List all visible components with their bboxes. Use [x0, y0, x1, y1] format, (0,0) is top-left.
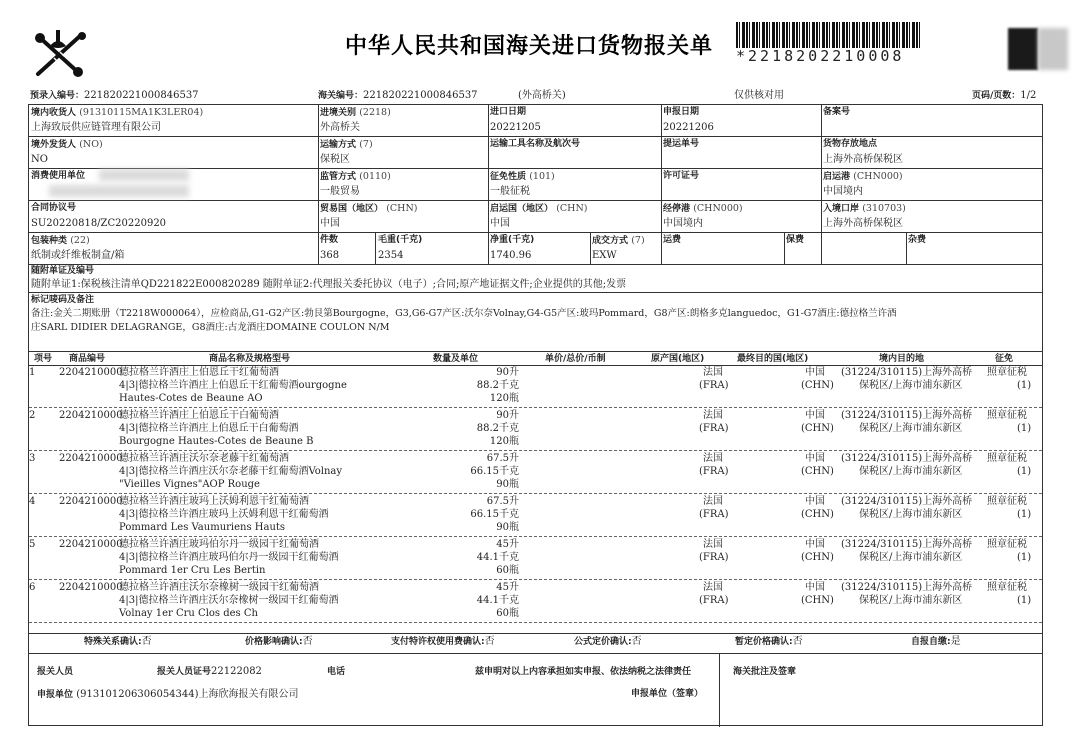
stop-port: 中国境内: [663, 218, 703, 229]
customs-number: 海关编号：221820221000846537: [318, 90, 478, 101]
docs-text: 随附单证1:保税核注清单QD221822E000820289 随附单证2:代理报关委托协议（电子）;合同;原产地证据文件;企业提供的其他;发票: [31, 279, 627, 290]
price-influence: 价格影响确认:否: [245, 636, 313, 647]
declarant-cert: 报关人员证号22122082: [157, 666, 262, 677]
vessel-label: 运输工具名称及航次号: [490, 139, 581, 149]
col-header-name: 商品名称及规格型号: [209, 354, 291, 364]
table-row: 3 2204210000 德拉格兰许酒庄沃尔奈老藤干红葡萄酒 4|3|德拉格兰许酒庄沃尔奈老藤干红葡萄酒Volnay "Vieilles Vignes"AOP Rouge 67.5升 66.15千克 90瓶 法国 (FRA) 中国 (CHN) (31224/310115)上海外高桥 保税区/上海市浦东新区 照章征税 (1): [29, 453, 1032, 490]
customs-approval-label: 海关批注及签章: [733, 667, 797, 677]
storage-label: 货物存放地点: [823, 139, 878, 149]
redacted-block: [49, 185, 189, 197]
package: 纸制或纤维板制盒/箱: [31, 250, 125, 261]
storage: 上海外高桥保税区: [823, 154, 903, 165]
trade-country: 中国: [320, 218, 340, 229]
table-row: 4 2204210000 德拉格兰许酒庄玻玛上沃姆利恩干红葡萄酒 4|3|德拉格兰许酒庄玻玛上沃姆利恩干红葡萄酒 Pommard Les Vaumuriens Hauts 67.5升 66.15千克 90瓶 法国 (FRA) 中国 (CHN) (31224/310115)上海外高桥 保税区/上海市浦东新区 照章征税 (1): [29, 496, 1032, 533]
remarks-label: 标记唛码及备注: [31, 295, 95, 305]
redacted-block: [99, 169, 189, 181]
import-date: 20221205: [490, 122, 541, 133]
consignee-field: 境内收货人 (91310115MA1K3LER04): [31, 107, 204, 118]
col-header-domestic: 境内目的地: [879, 354, 925, 364]
entry-port: 上海外高桥保税区: [823, 218, 903, 229]
legal-statement: 兹申明对以上内容承担如实申报、依法纳税之法律责任: [475, 667, 692, 677]
table-row: 5 2204210000 德拉格兰许酒庄玻玛伯尔丹一级园干红葡萄酒 4|3|德拉格兰许酒庄玻玛伯尔丹一级园干红葡萄酒 Pommard 1er Cru Les Bertin 45升 44.1千克 60瓶 法国 (FRA) 中国 (CHN) (31224/310115)上海外高桥 保税区/上海市浦东新区 照章征税 (1): [29, 539, 1032, 576]
verify-note: 仅供核对用: [734, 90, 784, 101]
departure-field: 启运港 (CHN000): [823, 171, 903, 182]
freight-label: 运费: [663, 235, 682, 245]
gross-label: 毛重(千克): [378, 235, 423, 245]
table-row: 2 2204210000 德拉格兰许酒庄上伯恩丘干白葡萄酒 4|3|德拉格兰许酒庄上伯恩丘干白葡萄酒 Bourgogne Hautes-Cotes de Beaune B 90升 88.2千克 120瓶 法国 (FRA) 中国 (CHN) (31224/310115)上海外高桥 保税区/上海市浦东新区 照章征税 (1): [29, 410, 1032, 447]
record-no-label: 备案号: [823, 107, 851, 117]
deal-field: 成交方式 (7): [592, 235, 645, 246]
supervision-field: 监管方式 (0110): [320, 171, 391, 182]
special-relation: 特殊关系确认:否: [84, 636, 152, 647]
pieces: 368: [320, 250, 340, 261]
barcode: [736, 22, 920, 48]
col-header-levy: 征免: [995, 354, 1014, 364]
remarks-line1: 备注:金关二期账册（T2218W000064），应检商品,G1-G2产区:勃艮第Bourgogne，G3,G6-G7产区:沃尔奈Volnay,G4-G5产区:玻玛Pommard，G8产区:朗格多克languedoc，G1-G7酒庄:德拉格兰许酒: [31, 308, 897, 319]
barcode-number: *2218202210008: [736, 47, 905, 65]
trade-country-field: 贸易国（地区） (CHN): [320, 203, 418, 214]
remarks-line2: 庄SARL DIDIER DELAGRANGE，G8酒庄:古龙酒庄DOMAINE COULON N/M: [31, 322, 390, 333]
stop-port-field: 经停港 (CHN000): [663, 203, 743, 214]
col-header-no: 项号: [34, 354, 53, 364]
table-row: 1 2204210000 德拉格兰许酒庄上伯恩丘干红葡萄酒 4|3|德拉格兰许酒庄上伯恩丘干红葡萄酒ourgogne Hautes-Cotes de Beaune AO 90升 88.2千克 120瓶 法国 (FRA) 中国 (CHN) (31224/310115)上海外高桥 保税区/上海市浦东新区 照章征税 (1): [29, 367, 1032, 404]
license-label: 许可证号: [663, 171, 700, 181]
col-header-code: 商品编号: [69, 354, 106, 364]
customs-emblem-icon: [30, 28, 92, 82]
table-row: 6 2204210000 德拉格兰许酒庄沃尔奈橡树一级园干红葡萄酒 4|3|德拉格兰许酒庄沃尔奈橡树一级园干红葡萄酒 Volnay 1er Cru Clos des Ch 45升 44.1千克 60瓶 法国 (FRA) 中国 (CHN) (31224/310115)上海外高桥 保税区/上海市浦东新区 照章征税 (1): [29, 582, 1032, 619]
contract: SU20220818/ZC20220920: [31, 218, 167, 229]
gross: 2354: [378, 250, 404, 261]
shipper: NO: [31, 154, 48, 165]
deal: EXW: [592, 250, 617, 261]
consumer-label: 消费使用单位: [31, 171, 86, 181]
tax-field: 征免性质 (101): [490, 171, 555, 182]
pre-entry-number: 预录入编号：221820221000846537: [30, 90, 199, 101]
transport: 保税区: [320, 154, 350, 165]
col-header-price: 单价/总价/币制: [545, 354, 606, 364]
insurance-label: 保费: [786, 235, 805, 245]
self-declare: 自报自缴:是: [911, 636, 961, 647]
declare-date-label: 申报日期: [663, 107, 700, 117]
declarant-label: 报关人员: [37, 667, 74, 677]
origin-country: 中国: [490, 218, 510, 229]
tax: 一般征税: [490, 186, 530, 197]
unit-seal-label: 申报单位（签章）: [631, 689, 704, 699]
package-field: 包装种类 (22): [31, 235, 90, 246]
shipper-field: 境外发货人 (NO): [31, 139, 103, 150]
import-date-label: 进口日期: [490, 107, 527, 117]
transport-field: 运输方式 (7): [320, 139, 373, 150]
pieces-label: 件数: [320, 235, 339, 245]
declare-unit: 申报单位 (913101206306054344)上海欣海报关有限公司: [37, 689, 299, 700]
port-note: (外高桥关): [518, 90, 566, 101]
col-header-qty: 数量及单位: [433, 354, 479, 364]
contract-label: 合同协议号: [31, 203, 77, 213]
docs-label: 随附单证及编号: [31, 266, 95, 276]
royalty-confirm: 支付特许权使用费确认:否: [391, 636, 495, 647]
supervision: 一般贸易: [320, 186, 360, 197]
phone-label: 电话: [327, 667, 346, 677]
declare-date: 20221206: [663, 122, 714, 133]
formula-confirm: 公式定价确认:否: [574, 636, 642, 647]
col-header-dest: 最终目的国(地区): [737, 354, 809, 364]
provisional-confirm: 暂定价格确认:否: [735, 636, 803, 647]
consignee-name: 上海致辰供应链管理有限公司: [31, 122, 161, 133]
misc-label: 杂费: [908, 235, 927, 245]
page-indicator: 页码/页数：1/2: [972, 90, 1037, 101]
redacted-block: [1038, 28, 1068, 70]
origin-country-field: 启运国（地区） (CHN): [490, 203, 588, 214]
redacted-block: [1008, 28, 1038, 70]
bill-label: 提运单号: [663, 139, 700, 149]
declaration-form: [28, 104, 1043, 726]
col-header-origin: 原产国(地区): [651, 354, 705, 364]
entry-port-field: 入境口岸 (310703): [823, 203, 906, 214]
net-label: 净重(千克): [490, 235, 535, 245]
entry-customs: 外高桥关: [320, 122, 360, 133]
net: 1740.96: [490, 250, 532, 261]
page-title: 中华人民共和国海关进口货物报关单: [345, 34, 714, 59]
entry-customs-field: 进境关别 (2218): [320, 107, 391, 118]
departure: 中国境内: [823, 186, 863, 197]
